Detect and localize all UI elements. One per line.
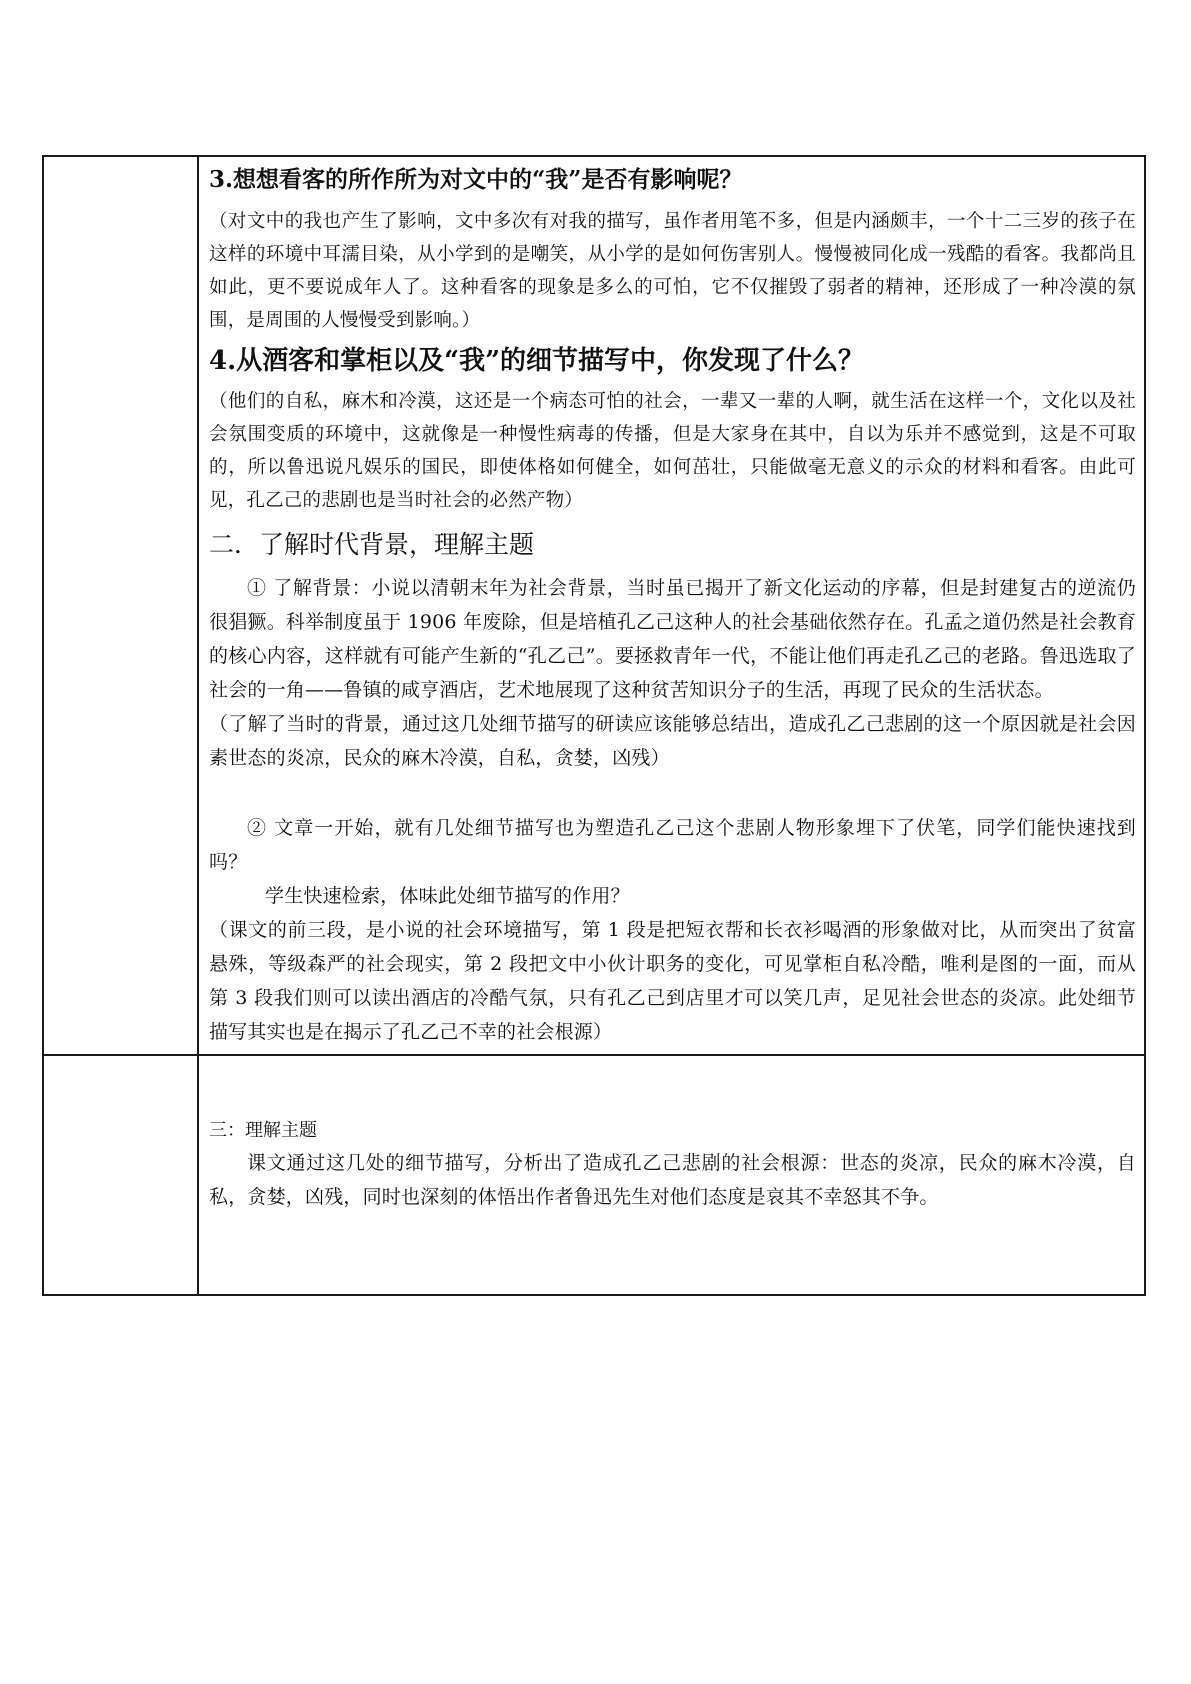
content-block: [199, 1056, 1144, 1214]
theme-paragraph: 课文通过这几处的细节描写，分析出了造成孔乙己悲剧的社会根源：世态的炎凉，民众的麻木冷漠，自私，贪婪，凶残，同时也深刻的体悟出作者鲁迅先生对他们态度是哀其不幸怒其不争。: [209, 1152, 1136, 1208]
question-3-answer: （对文中的我也产生了影响，文中多次有对我的描写，虽作者用笔不多，但是内涵颇丰，一个十二三岁的孩子在这样的环境中耳濡目染，从小学到的是嘲笑，从小学的是如何伤害别人。慢慢被同化成一残酷的看客。我都尚且如此，更不要说成年人了。这种看客的现象是多么的可怕，它不仅摧毁了弱者的精神，还形成了一种冷漠的氛围，是周围的人慢慢受到影响。）: [209, 211, 1136, 331]
student-task: 学生快速检索，体味此处细节描写的作用？: [265, 885, 630, 907]
section-3-heading: 三：理解主题: [209, 1120, 317, 1141]
left-label-cell: [43, 156, 198, 1055]
section-2-heading: 二．了解时代背景，理解主题: [209, 530, 535, 559]
background-note: （了解了当时的背景，通过这几处细节描写的研读应该能够总结出，造成孔乙己悲剧的这一个原因就是社会因素世态的炎凉，民众的麻木冷漠，自私，贪婪，凶残）: [209, 713, 1136, 769]
question-2-paragraph: ② 文章一开始，就有几处细节描写也为塑造孔乙己这个悲剧人物形象埋下了伏笔，同学们能快速找到吗？: [209, 817, 1136, 873]
question-2-answer: （课文的前三段，是小说的社会环境描写，第 1 段是把短衣帮和长衣衫喝酒的形象做对比，从而突出了贫富悬殊，等级森严的社会现实，第 2 段把文中小伙计职务的变化，可见掌柜自私冷酷，唯利是图的一面，而从第 3 段我们则可以读出酒店的冷酷气氛，只有孔乙己到店里才可以笑几声，足见社会世态的炎凉。此处细节描写其实也是在揭示了孔乙己不幸的社会根源）: [209, 919, 1136, 1043]
spacer: [209, 1062, 1136, 1116]
content-cell: [198, 1055, 1145, 1295]
background-paragraph: ① 了解背景：小说以清朝末年为社会背景，当时虽已揭开了新文化运动的序幕，但是封建复古的逆流仍很猖獗。科举制度虽于 1906 年废除，但是培植孔乙己这种人的社会基础依然存在。孔孟之道仍然是社会教育的核心内容，这样就有可能产生新的“孔乙己”。要拯救青年一代，不能让他们再走孔乙己的老路。鲁迅选取了社会的一角——鲁镇的咸亨酒店，艺术地展现了这种贫苦知识分子的生活，再现了民众的生活状态。: [209, 577, 1136, 701]
content-cell: [198, 156, 1145, 1055]
content-block: [199, 157, 1144, 1049]
question-4-heading: 4.从酒客和掌柜以及“我”的细节描写中，你发现了什么？: [209, 346, 865, 376]
question-3-heading: 3.想想看客的所作所为对文中的“我”是否有影响呢？: [209, 166, 743, 193]
table-row: [43, 1055, 1145, 1295]
lesson-plan-table: [42, 155, 1146, 1296]
question-4-answer: （他们的自私，麻木和冷漠，这还是一个病态可怕的社会，一辈又一辈的人啊，就生活在这样一个，文化以及社会氛围变质的环境中，这就像是一种慢性病毒的传播，但是大家身在其中，自以为乐并不感觉到，这是不可取的，所以鲁迅说凡娱乐的国民，即使体格如何健全，如何茁壮，只能做毫无意义的示众的材料和看客。由此可见，孔乙己的悲剧也是当时社会的必然产物）: [209, 391, 1136, 511]
left-label-cell: [43, 1055, 198, 1295]
table-row: [43, 156, 1145, 1055]
spacer: [209, 775, 1136, 811]
